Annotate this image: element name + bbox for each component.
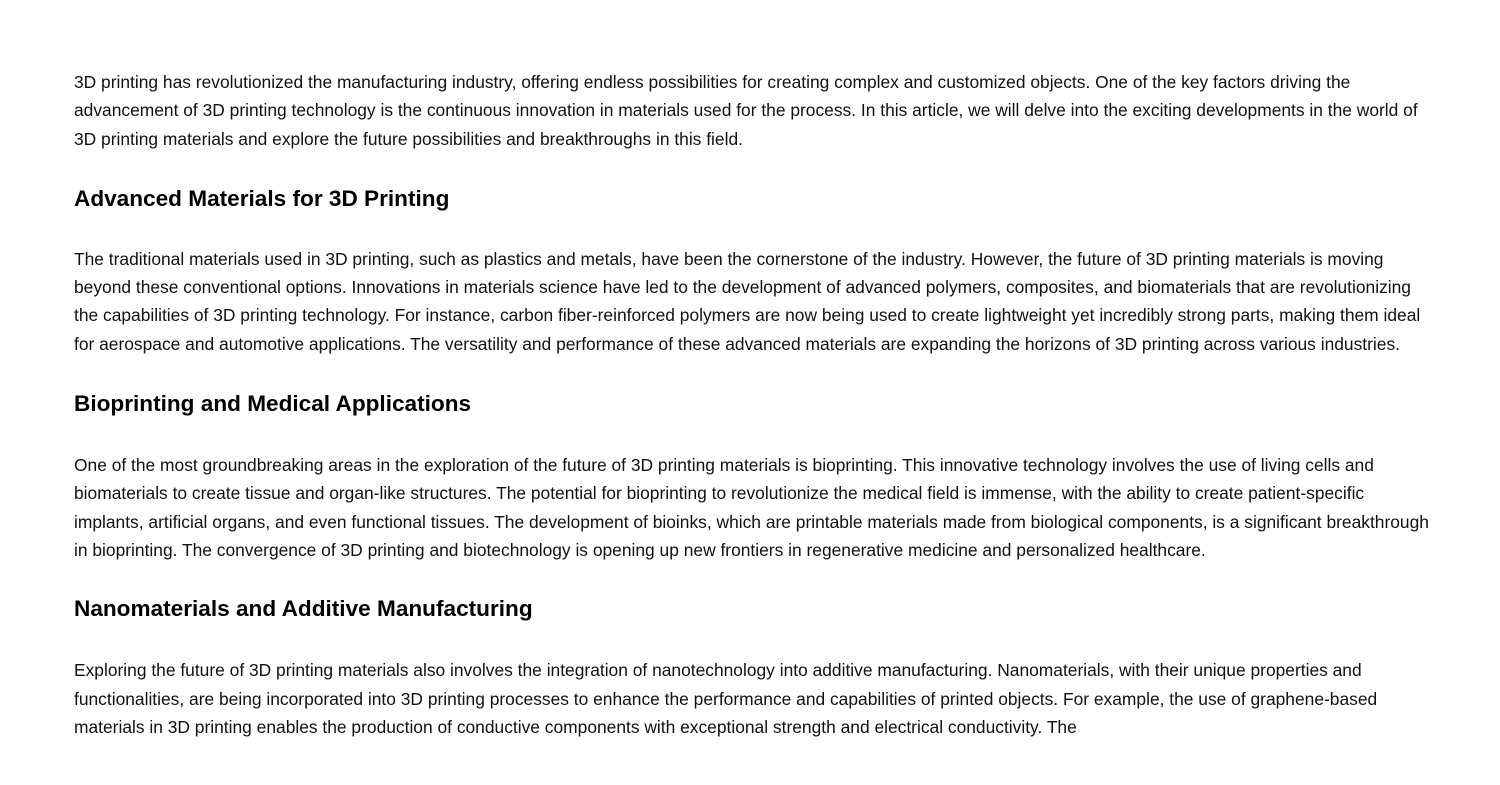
article xyxy=(74,68,1434,741)
intro-paragraph: 3D printing has revolutionized the manufacturing industry, offering endless possibilities for creating complex and customized objects. One of the key factors driving the advancement of 3D printing technology is the continuous innovation in materials used for the process. In this article, we will delve into the exciting developments in the world of 3D printing materials and explore the future possibilities and breakthroughs in this field. xyxy=(74,72,1418,149)
section-body-nanomaterials: Exploring the future of 3D printing materials also involves the integration of nanotechnology into additive manufacturing. Nanomaterials, with their unique properties and functionalities, are being incorporated into 3D printing processes to enhance the performance and capabilities of printed objects. For example, the use of graphene-based materials in 3D printing enables the production of conductive components with exceptional strength and electrical conductivity. The xyxy=(74,660,1378,737)
section-body-bioprinting: One of the most groundbreaking areas in the exploration of the future of 3D printing materials is bioprinting. This innovative technology involves the use of living cells and biomaterials to create tissue and organ-like structures. The potential for bioprinting to revolutionize the medical field is immense, with the ability to create patient-specific implants, artificial organs, and even functional tissues. The development of bioinks, which are printable materials made from biological components, is a significant breakthrough in bioprinting. The convergence of 3D printing and biotechnology is opening up new frontiers in regenerative medicine and personalized healthcare. xyxy=(74,455,1429,560)
section-body-advanced-materials: The traditional materials used in 3D printing, such as plastics and metals, have been the cornerstone of the industry. However, the future of 3D printing materials is moving beyond these conventional options. Innovations in materials science have led to the development of advanced polymers, composites, and biomaterials that are revolutionizing the capabilities of 3D printing technology. For instance, carbon fiber-reinforced polymers are now being used to create lightweight yet incredibly strong parts, making them ideal for aerospace and automotive applications. The versatility and performance of these advanced materials are expanding the horizons of 3D printing across various industries. xyxy=(74,248,1421,354)
section-heading-advanced-materials: Advanced Materials for 3D Printing xyxy=(74,185,450,211)
section-heading-nanomaterials: Nanomaterials and Additive Manufacturing xyxy=(74,596,533,622)
section-heading-bioprinting: Bioprinting and Medical Applications xyxy=(74,391,472,417)
